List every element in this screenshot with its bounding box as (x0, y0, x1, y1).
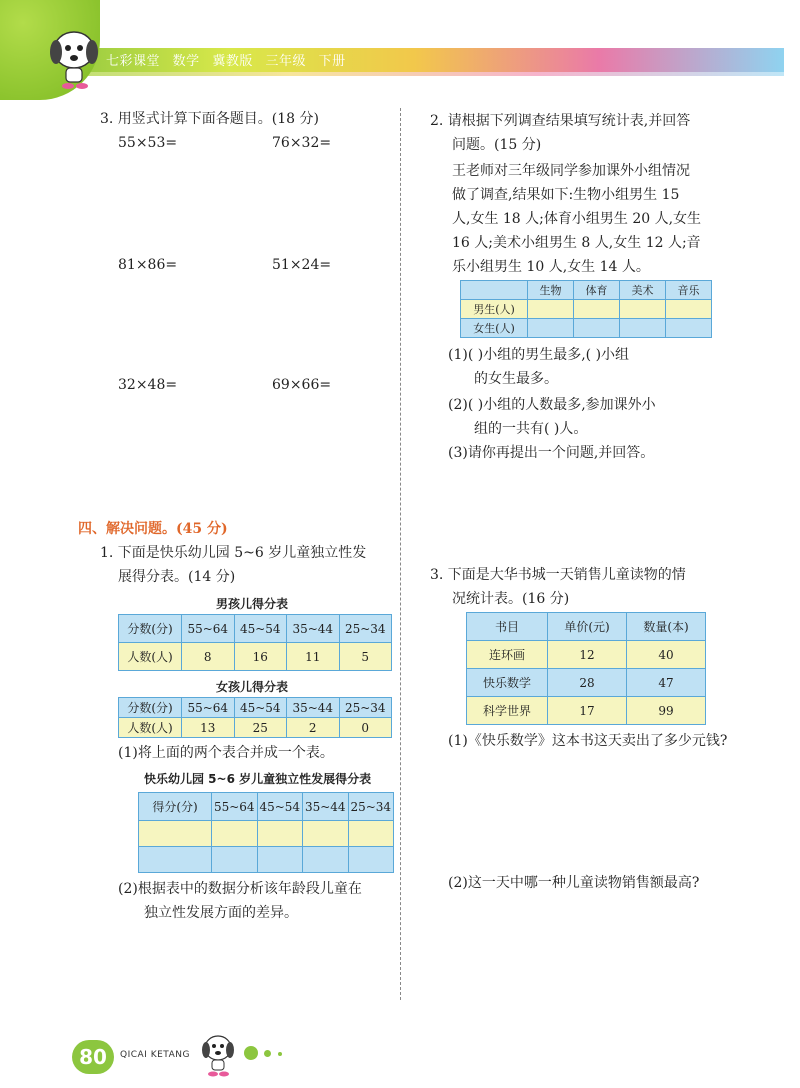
table-row (467, 613, 706, 641)
table-cell: 美术 (620, 281, 666, 300)
girls-table-caption: 女孩儿得分表 (216, 680, 289, 694)
table-cell[interactable] (348, 821, 394, 847)
table-cell: 人数(人) (119, 718, 182, 738)
table-cell: 45~54 (257, 793, 303, 821)
table-row (467, 697, 706, 725)
table-row (139, 821, 394, 847)
table-cell: 分数(分) (119, 615, 182, 643)
table-row (467, 669, 706, 697)
footer-brand: QICAI KETANG (120, 1050, 190, 1060)
table-cell: 28 (548, 669, 627, 697)
table-cell: 25 (234, 718, 287, 738)
table-row (461, 300, 712, 319)
book-sales-table (466, 612, 706, 725)
table-cell: 55~64 (212, 793, 258, 821)
girls-score-table (118, 697, 392, 738)
table-row (119, 698, 392, 718)
question-3-title: 3. 用竖式计算下面各题目。(18 分) (100, 111, 319, 127)
table-row (467, 641, 706, 669)
table-cell: 47 (627, 669, 706, 697)
q3-sub1: (1)《快乐数学》这本书这天卖出了多少元钱? (448, 733, 728, 749)
table-cell[interactable] (303, 821, 349, 847)
header-title (106, 50, 354, 69)
table-cell: 11 (287, 643, 340, 671)
table-cell: 男生(人) (461, 300, 528, 319)
table-row (139, 793, 394, 821)
table-row (119, 615, 392, 643)
table-cell: 连环画 (467, 641, 548, 669)
table-cell: 得分(分) (139, 793, 212, 821)
table-cell: 25~34 (339, 615, 392, 643)
section-4-title: 四、解决问题。(45 分) (78, 521, 228, 537)
table-cell[interactable] (666, 319, 712, 338)
column-divider (400, 108, 401, 1000)
subject: 数学 (172, 54, 200, 69)
calc-4: 51×24= (272, 257, 332, 273)
table-cell: 单价(元) (548, 613, 627, 641)
q2-sub2-line-2: 组的一共有( )人。 (474, 421, 588, 437)
table-cell: 25~34 (339, 698, 392, 718)
table-cell: 13 (182, 718, 235, 738)
boys-score-table (118, 614, 392, 671)
calc-3: 81×86= (118, 257, 178, 273)
table-cell: 40 (627, 641, 706, 669)
paragraph-line-2: 做了调查,结果如下:生物小组男生 15 (452, 187, 680, 203)
table-cell: 2 (287, 718, 340, 738)
merged-table-caption: 快乐幼儿园 5~6 岁儿童独立性发展得分表 (144, 772, 372, 786)
table-cell: 12 (548, 641, 627, 669)
table-cell[interactable] (139, 821, 212, 847)
merged-score-table (138, 792, 394, 873)
grade: 三年级 (265, 54, 306, 69)
calc-5: 32×48= (118, 377, 178, 393)
table-cell: 5 (339, 643, 392, 671)
table-cell: 人数(人) (119, 643, 182, 671)
table-row (461, 319, 712, 338)
subquestion-2-line-1: (2)根据表中的数据分析该年龄段儿童在 (118, 881, 362, 897)
group-survey-table (460, 280, 712, 338)
table-cell: 45~54 (234, 698, 287, 718)
calc-1: 55×53= (118, 135, 178, 151)
calc-6: 69×66= (272, 377, 332, 393)
table-cell[interactable] (620, 300, 666, 319)
paragraph-line-5: 乐小组男生 10 人,女生 14 人。 (452, 259, 650, 275)
subquestion-2-line-2: 独立性发展方面的差异。 (144, 905, 298, 921)
table-cell (461, 281, 528, 300)
footer-dot-large (244, 1046, 258, 1060)
table-cell: 分数(分) (119, 698, 182, 718)
q2-sub2-line-1: (2)( )小组的人数最多,参加课外小 (448, 397, 656, 413)
q3-sub2: (2)这一天中哪一种儿童读物销售额最高? (448, 875, 700, 891)
dog-mascot-footer-icon (198, 1030, 238, 1080)
header-underline (44, 72, 784, 76)
table-cell: 8 (182, 643, 235, 671)
table-cell: 99 (627, 697, 706, 725)
boys-table-caption: 男孩儿得分表 (216, 597, 289, 611)
table-cell: 快乐数学 (467, 669, 548, 697)
table-cell[interactable] (574, 300, 620, 319)
table-row (119, 718, 392, 738)
table-row (139, 847, 394, 873)
table-cell[interactable] (257, 821, 303, 847)
table-cell: 科学世界 (467, 697, 548, 725)
table-cell: 体育 (574, 281, 620, 300)
table-cell[interactable] (620, 319, 666, 338)
table-row (119, 643, 392, 671)
table-cell: 音乐 (666, 281, 712, 300)
table-cell: 25~34 (348, 793, 394, 821)
paragraph-line-3: 人,女生 18 人;体育小组男生 20 人,女生 (452, 211, 702, 227)
table-cell[interactable] (666, 300, 712, 319)
table-cell[interactable] (528, 300, 574, 319)
question-3b-line-1: 3. 下面是大华书城一天销售儿童读物的情 (430, 567, 686, 583)
table-cell: 书目 (467, 613, 548, 641)
table-cell: 35~44 (287, 698, 340, 718)
calc-2: 76×32= (272, 135, 332, 151)
question-1-line-2: 展得分表。(14 分) (118, 569, 236, 585)
table-cell[interactable] (212, 821, 258, 847)
table-cell: 35~44 (287, 615, 340, 643)
footer-dot-medium (264, 1050, 271, 1057)
question-1-line-1: 1. 下面是快乐幼儿园 5~6 岁儿童独立性发 (100, 545, 367, 561)
table-cell: 生物 (528, 281, 574, 300)
question-2-line-1: 2. 请根据下列调查结果填写统计表,并回答 (430, 113, 691, 129)
dog-mascot-icon (44, 22, 104, 92)
q2-sub1-line-2: 的女生最多。 (474, 371, 558, 387)
table-cell[interactable] (348, 847, 394, 873)
edition: 冀教版 (212, 54, 253, 69)
table-cell: 17 (548, 697, 627, 725)
volume: 下册 (318, 54, 346, 69)
question-3b-line-2: 况统计表。(16 分) (452, 591, 570, 607)
table-cell: 女生(人) (461, 319, 528, 338)
table-cell[interactable] (303, 847, 349, 873)
series-name: 七彩课堂 (106, 54, 161, 69)
table-row (461, 281, 712, 300)
subquestion-1: (1)将上面的两个表合并成一个表。 (118, 745, 334, 761)
table-cell: 0 (339, 718, 392, 738)
table-cell[interactable] (528, 319, 574, 338)
table-cell[interactable] (257, 847, 303, 873)
q2-sub3: (3)请你再提出一个问题,并回答。 (448, 445, 655, 461)
table-cell[interactable] (574, 319, 620, 338)
table-cell: 55~64 (182, 698, 235, 718)
table-cell: 35~44 (303, 793, 349, 821)
q2-sub1-line-1: (1)( )小组的男生最多,( )小组 (448, 347, 630, 363)
table-cell[interactable] (212, 847, 258, 873)
table-cell: 45~54 (234, 615, 287, 643)
question-2-line-2: 问题。(15 分) (452, 137, 542, 153)
paragraph-line-1: 王老师对三年级同学参加课外小组情况 (452, 163, 690, 179)
table-cell: 55~64 (182, 615, 235, 643)
table-cell: 16 (234, 643, 287, 671)
table-cell: 数量(本) (627, 613, 706, 641)
footer-dot-small (278, 1052, 282, 1056)
table-cell[interactable] (139, 847, 212, 873)
page-number: 80 (72, 1040, 114, 1074)
paragraph-line-4: 16 人;美术小组男生 8 人,女生 12 人;音 (452, 235, 701, 251)
